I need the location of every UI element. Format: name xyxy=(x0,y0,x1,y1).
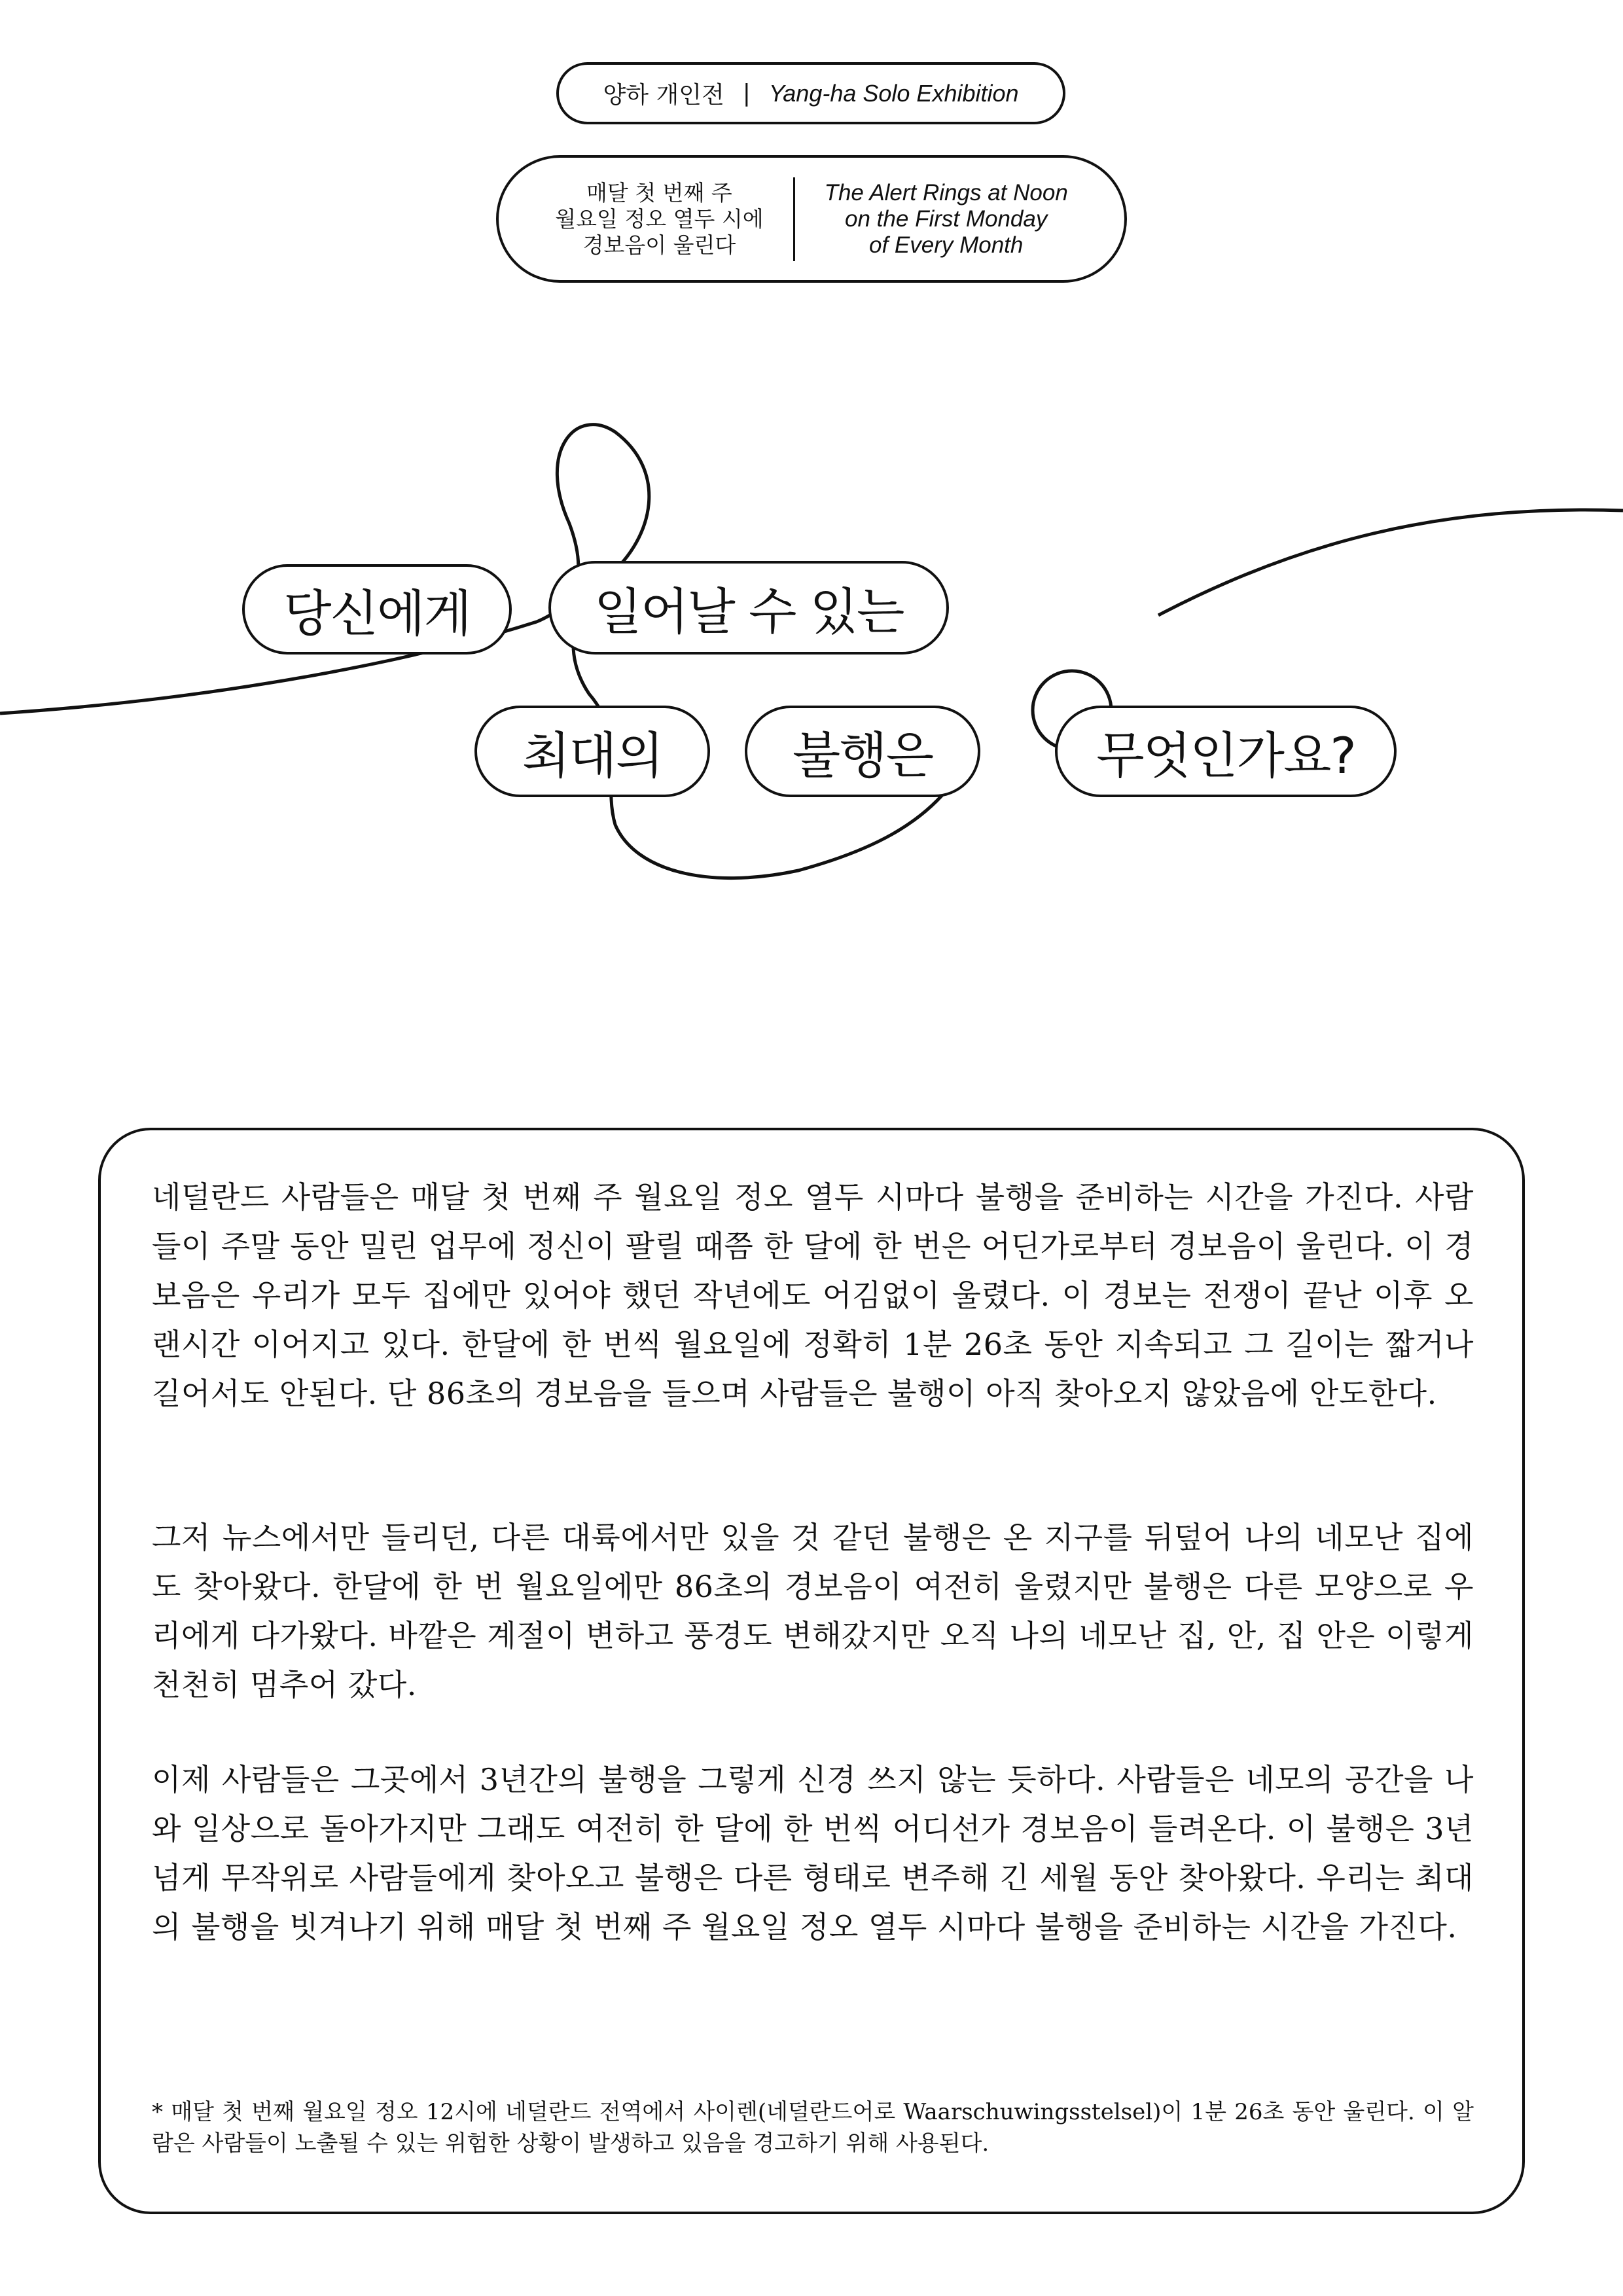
title-ko-line: 경보음이 울린다 xyxy=(582,232,736,258)
title-en-line: of Every Month xyxy=(868,232,1024,258)
question-word: 무엇인가요? xyxy=(1096,726,1355,785)
question-word: 불행은 xyxy=(792,726,933,785)
essay-paragraph: 그저 뉴스에서만 들리던, 다른 대륙에서만 있을 것 같던 불행은 온 지구를 뒤덮어 나의 네모난 집에도 찾아왔다. 한달에 한 번 월요일에만 86초의 경보음이 여전히 울렸지만 불행은 다른 모양으로 우리에게 다가왔다. 바깥은 계절이 변하고 풍경도 변해갔지만 오직 나의 네모난 집, 안, 집 안은 이렇게 천천히 멈추어 갔다. xyxy=(152,1520,1474,1702)
exhibition-label xyxy=(556,62,1065,124)
question-word-pill xyxy=(745,706,980,797)
thread-line-right xyxy=(1158,510,1623,615)
essay-paragraph: 이제 사람들은 그곳에서 3년간의 불행을 그렇게 신경 쓰지 않는 듯하다. 사람들은 네모의 공간을 나와 일상으로 돌아가지만 그래도 여전히 한 달에 한 번씩 어디선가 경보음이 들려온다. 이 불행은 3년 넘게 무작위로 사람들에게 찾아오고 불행은 다른 형태로 변주해 긴 세월 동안 찾아왔다. 우리는 최대의 불행을 빗겨나기 위해 매달 첫 번째 주 월요일 정오 열두 시마다 불행을 준비하는 시간을 가진다. xyxy=(152,1762,1474,1945)
essay-paragraph: 네덜란드 사람들은 매달 첫 번째 주 월요일 정오 열두 시마다 불행을 준비하는 시간을 가진다. 사람들이 주말 동안 밀린 업무에 정신이 팔릴 때쯤 한 달에 한 번은 어딘가로부터 경보음이 울린다. 이 경보음은 우리가 모두 집에만 있어야 했던 작년에도 어김없이 울렸다. 이 경보는 전쟁이 끝난 이후 오랜시간 이어지고 있다. 한달에 한 번씩 월요일에 정확히 1분 26초 동안 지속되고 그 길이는 짧거나 길어서도 안된다. 단 86초의 경보음을 들으며 사람들은 불행이 아직 찾아오지 않았음에 안도한다. xyxy=(152,1179,1474,1411)
question-word: 일어날 수 있는 xyxy=(594,583,904,641)
title-en-line: on the First Monday xyxy=(845,206,1048,232)
question-word-pill xyxy=(548,561,949,655)
question-word: 최대의 xyxy=(522,726,663,785)
artist-name-ko: 양하 개인전 xyxy=(603,82,724,109)
title-ko-line: 월요일 정오 열두 시에 xyxy=(555,206,764,232)
question-word: 당신에게 xyxy=(283,584,471,643)
question-word-pill xyxy=(1055,706,1397,797)
artist-name-en: Yang-ha Solo Exhibition xyxy=(768,79,1019,107)
question-word-pill xyxy=(242,564,512,655)
footnote: * 매달 첫 번째 월요일 정오 12시에 네덜란드 전역에서 사이렌(네덜란드어로 Waarschuwingsstelsel)이 1분 26초 동안 울린다. 이 알람은 사람들이 노출될 수 있는 위험한 상황이 발생하고 있음을 경고하기 위해 사용된다. xyxy=(152,2099,1474,2157)
title-ko-line: 매달 첫 번째 주 xyxy=(586,179,732,206)
title-ko xyxy=(555,180,763,259)
question-word-pill xyxy=(474,706,710,797)
title-divider xyxy=(793,177,795,261)
header-separator: | xyxy=(742,80,751,107)
title-en-line: The Alert Rings at Noon xyxy=(824,179,1068,206)
title-en xyxy=(825,180,1068,259)
exhibition-title xyxy=(496,155,1127,283)
